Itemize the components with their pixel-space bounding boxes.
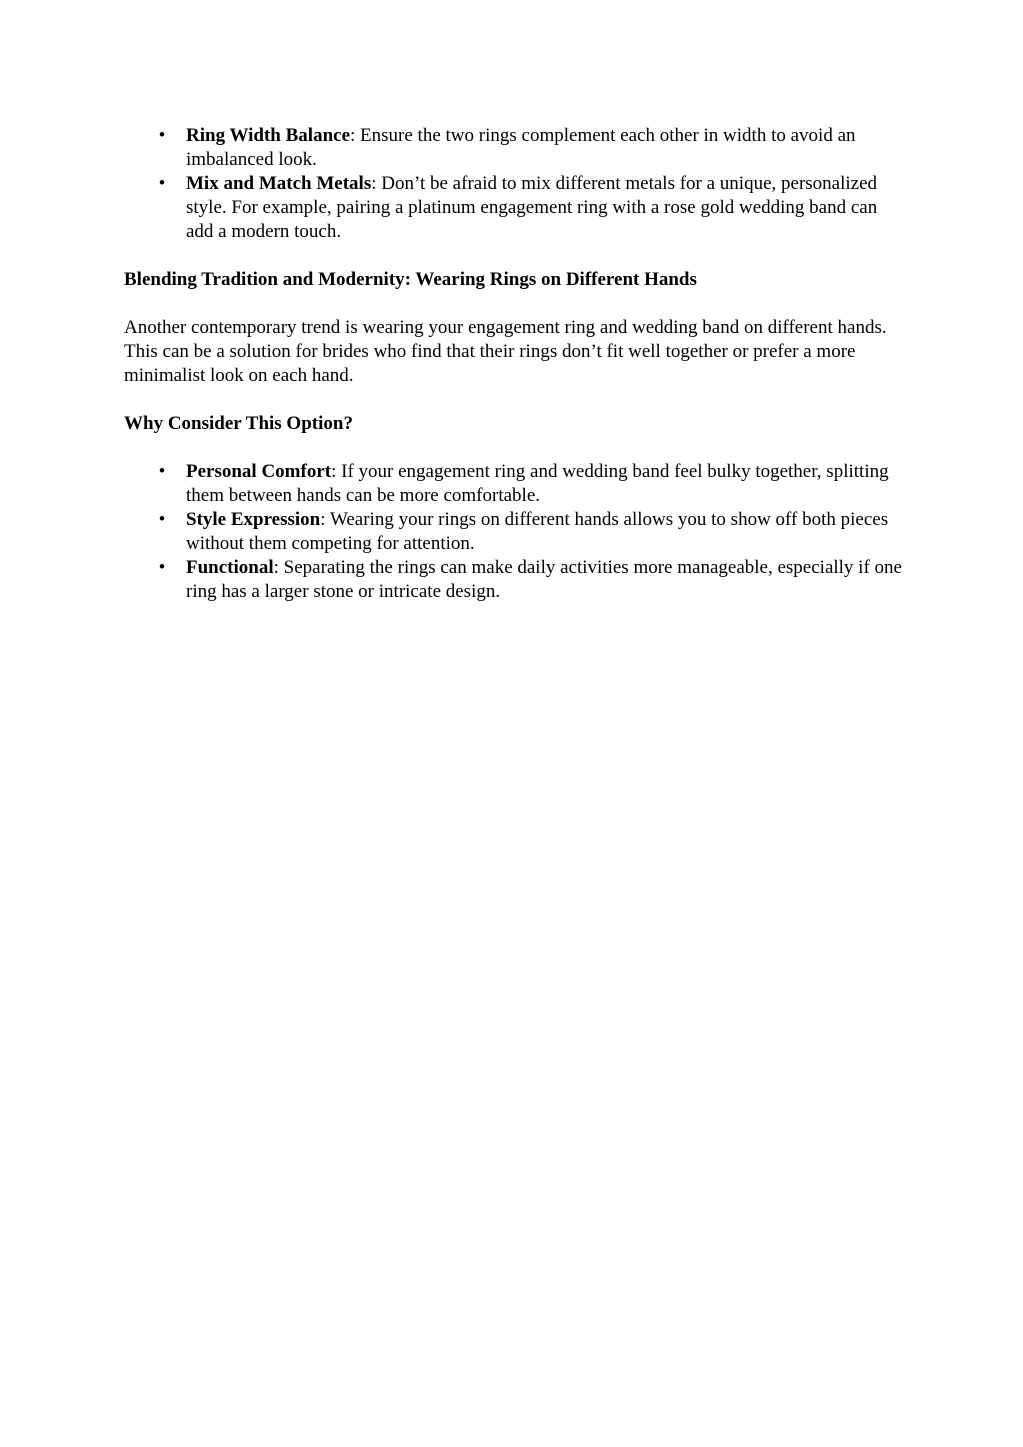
- list-item: [124, 460, 904, 508]
- list-item-term: Personal Comfort: [186, 461, 332, 482]
- spacer: [124, 436, 904, 460]
- list-item-text: : Wearing your rings on different hands allows you to show off both pieces without them competing for attention.: [186, 509, 889, 554]
- bullet-icon: •: [158, 173, 166, 194]
- list-item-text: : Separating the rings can make daily activities more manageable, especially if one ring has a larger stone or intricate design.: [186, 557, 902, 602]
- spacer: [124, 292, 904, 316]
- spacer: [124, 388, 904, 412]
- list-item-term: Mix and Match Metals: [186, 173, 372, 194]
- bullet-icon: •: [158, 557, 166, 578]
- section-heading-why-consider: Why Consider This Option?: [124, 413, 353, 434]
- bullet-list-ring-tips: [124, 124, 904, 244]
- list-item-term: Style Expression: [186, 509, 321, 530]
- section-heading-blending: Blending Tradition and Modernity: Wearing Rings on Different Hands: [124, 269, 697, 290]
- list-item: [124, 508, 904, 556]
- spacer: [124, 244, 904, 268]
- list-item-text: : Don’t be afraid to mix different metals for a unique, personalized style. For example, pairing a platinum engagement ring with a rose gold wedding band can add a modern touch.: [186, 173, 878, 242]
- list-item-term: Functional: [186, 557, 274, 578]
- list-item: [124, 172, 904, 244]
- list-item-term: Ring Width Balance: [186, 125, 351, 146]
- list-item-text: : If your engagement ring and wedding band feel bulky together, splitting them between hands can be more comfortable.: [186, 461, 889, 506]
- section-paragraph: Another contemporary trend is wearing your engagement ring and wedding band on different hands. This can be a solution for brides who find that their rings don’t fit well together or prefer a more minimalist look on each hand.: [124, 317, 887, 386]
- list-item: [124, 124, 904, 172]
- bullet-icon: •: [158, 461, 166, 482]
- bullet-icon: •: [158, 509, 166, 530]
- bullet-icon: •: [158, 125, 166, 146]
- list-item: [124, 556, 904, 604]
- document-body: [124, 124, 904, 604]
- bullet-list-reasons: [124, 460, 904, 604]
- list-item-text: : Ensure the two rings complement each other in width to avoid an imbalanced look.: [186, 125, 856, 170]
